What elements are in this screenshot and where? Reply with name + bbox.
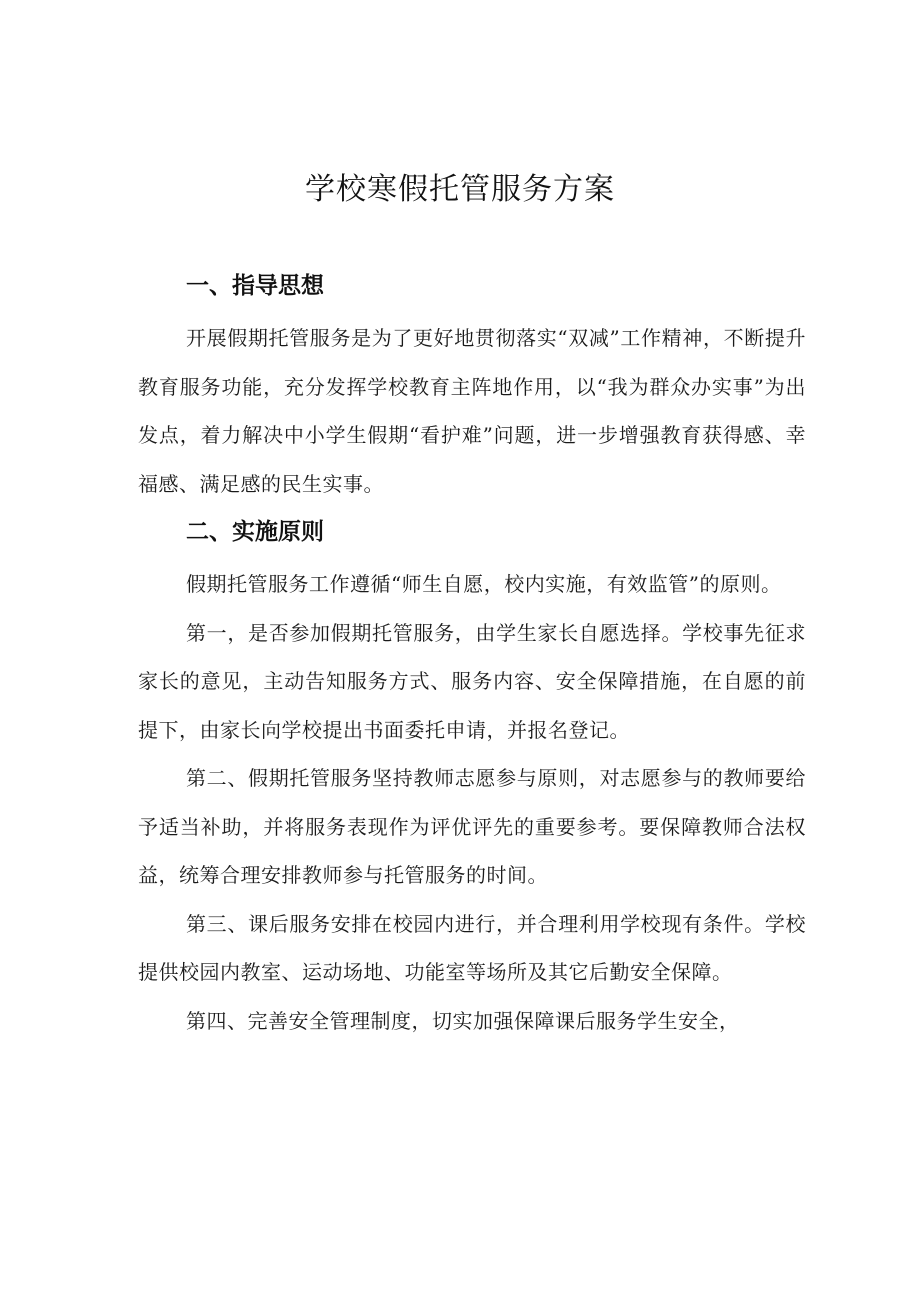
document-title: 学校寒假托管服务方案 <box>305 172 615 207</box>
paragraph-principle-first: 第一，是否参加假期托管服务，由学生家长自愿选择。学校事先征求家长的意见，主动告知服务方式、服务内容、安全保障措施，在自愿的前提下，由家长向学校提出书面委托申请，并报名登记。 <box>138 620 806 742</box>
paragraph-guiding-ideology: 开展假期托管服务是为了更好地贯彻落实“双减”工作精神，不断提升教育服务功能，充分发挥学校教育主阵地作用，以“我为群众办实事”为出发点，着力解决中小学生假期“看护难”问题，进一步增强教育获得感、幸福感、满足感的民生实事。 <box>138 326 806 496</box>
section-heading-guiding-ideology: 一、指导思想 <box>186 273 324 299</box>
paragraph-principle-second: 第二、假期托管服务坚持教师志愿参与原则，对志愿参与的教师要给予适当补助，并将服务表现作为评优评先的重要参考。要保障教师合法权益，统筹合理安排教师参与托管服务的时间。 <box>138 766 806 887</box>
section-heading-implementation-principles: 二、实施原则 <box>186 519 324 545</box>
document-body <box>138 264 806 1045</box>
paragraph-principles-intro: 假期托管服务工作遵循“师生自愿，校内实施，有效监管”的原则。 <box>186 572 782 596</box>
paragraph-principle-third: 第三、课后服务安排在校园内进行，并合理利用学校现有条件。学校提供校园内教室、运动场地、功能室等场所及其它后勤安全保障。 <box>138 911 806 984</box>
paragraph-principle-fourth: 第四、完善安全管理制度，切实加强保障课后服务学生安全， <box>186 1008 740 1033</box>
